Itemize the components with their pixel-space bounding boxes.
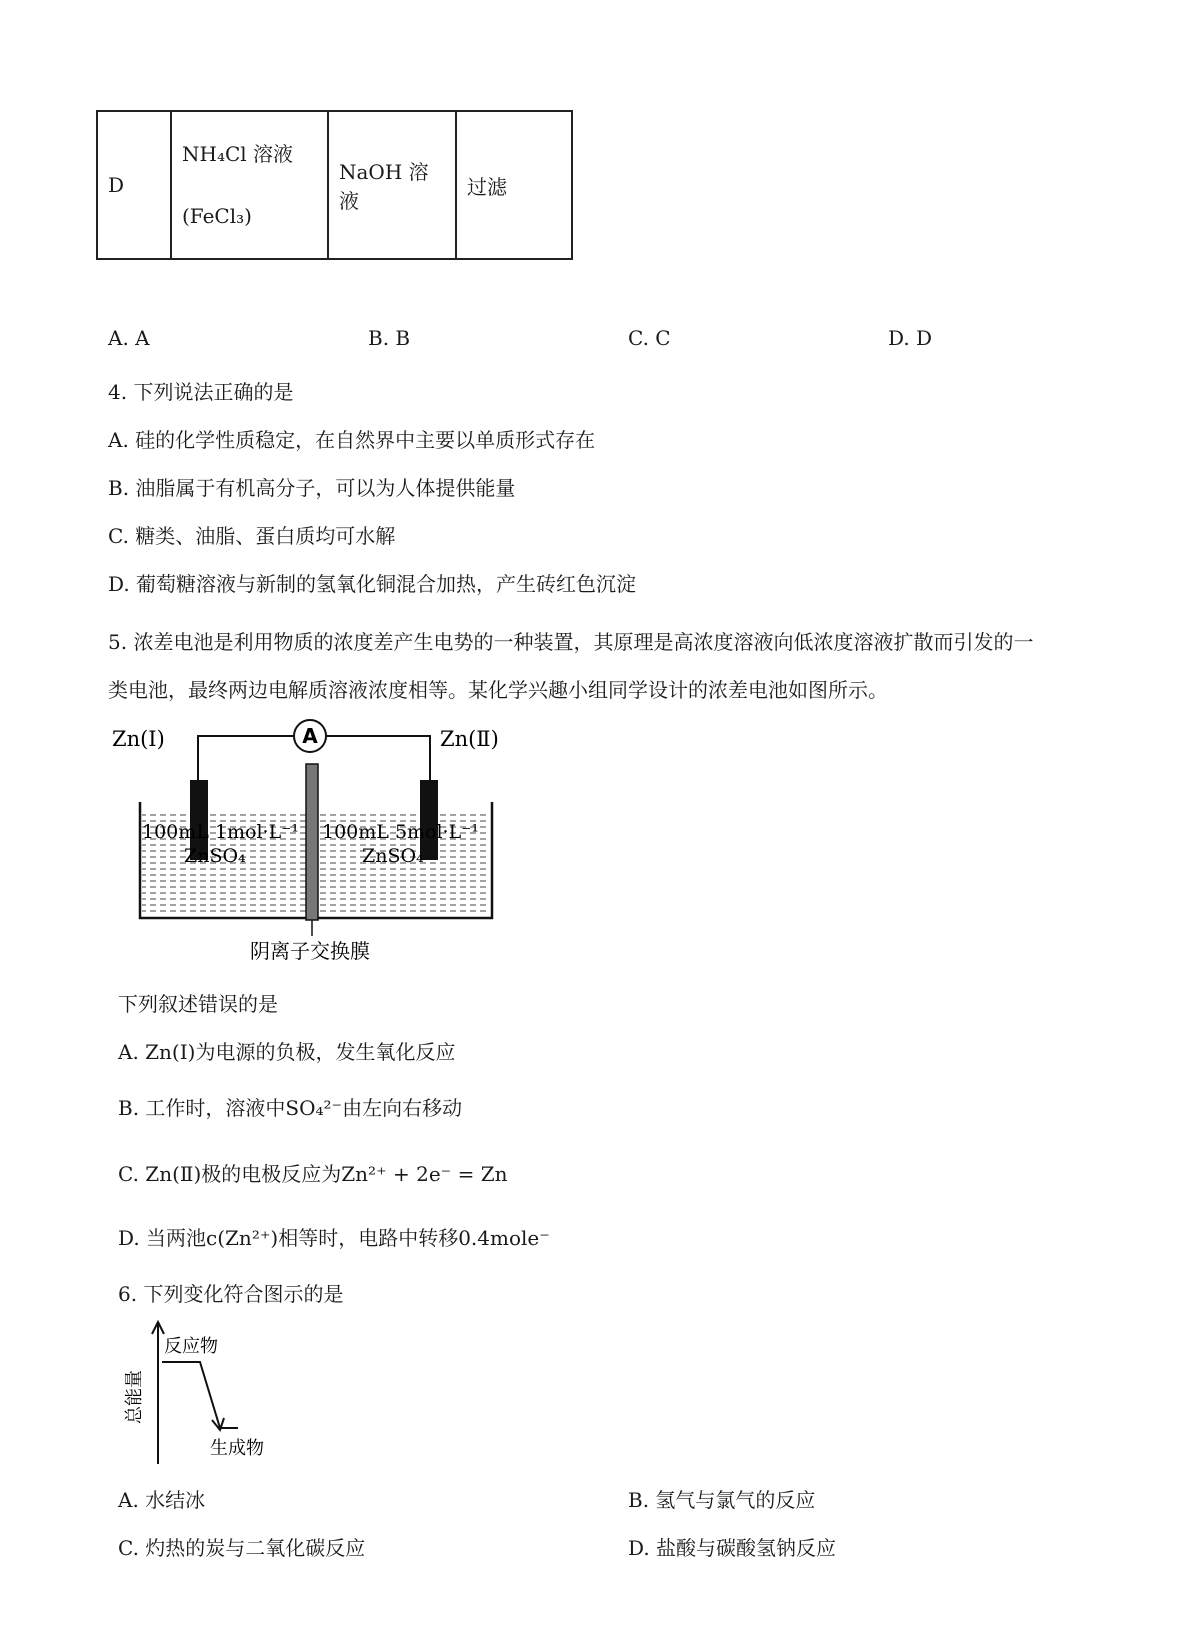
operation-cell: 过滤 (456, 111, 572, 259)
q3-option-a: A. A (108, 326, 150, 350)
q3-option-c: C. C (628, 326, 671, 350)
substance-cell (171, 111, 328, 259)
ammeter-label: A (302, 724, 318, 748)
energy-curve (162, 1362, 238, 1428)
left-solution-line2: ZnSO₄ (184, 845, 246, 867)
right-electrode-label: Zn(Ⅱ) (440, 727, 499, 751)
q5-option-b: B. 工作时，溶液中SO₄²⁻由左向右移动 (118, 1096, 463, 1120)
substance-line2: (FeCl₃) (182, 204, 252, 228)
reactant-label: 反应物 (164, 1336, 218, 1357)
q5-stem-line2: 类电池，最终两边电解质溶液浓度相等。某化学兴趣小组同学设计的浓差电池如图所示。 (108, 678, 888, 702)
reagent-cell: NaOH 溶液 (328, 111, 456, 259)
q6-option-b: B. 氢气与氯气的反应 (628, 1488, 816, 1512)
q6-option-a: A. 水结冰 (118, 1488, 206, 1512)
right-solution-line2: ZnSO₄ (362, 845, 424, 867)
membrane (306, 764, 318, 920)
product-label: 生成物 (210, 1438, 264, 1459)
left-solution-line1: 100mL 1mol·L⁻¹ (142, 821, 299, 843)
q4-option-b: B. 油脂属于有机高分子，可以为人体提供能量 (108, 476, 516, 500)
q6-option-c: C. 灼热的炭与二氧化碳反应 (118, 1536, 366, 1560)
q5-option-a: A. Zn(Ⅰ)为电源的负极，发生氧化反应 (118, 1040, 456, 1064)
q5-question: 下列叙述错误的是 (118, 992, 278, 1016)
wire-left (198, 736, 294, 814)
table-row (97, 111, 572, 259)
q3-option-b: B. B (368, 326, 411, 350)
substance-line1: NH₄Cl 溶液 (182, 142, 294, 166)
q4-option-d: D. 葡萄糖溶液与新制的氢氧化铜混合加热，产生砖红色沉淀 (108, 572, 637, 596)
membrane-label: 阴离子交换膜 (250, 939, 370, 963)
q4-option-a: A. 硅的化学性质稳定，在自然界中主要以单质形式存在 (108, 428, 596, 452)
q4-stem: 4. 下列说法正确的是 (108, 380, 294, 404)
q5-option-c: C. Zn(Ⅱ)极的电极反应为Zn²⁺ + 2e⁻ = Zn (118, 1162, 508, 1186)
q6-stem: 6. 下列变化符合图示的是 (118, 1282, 344, 1306)
q4-option-c: C. 糖类、油脂、蛋白质均可水解 (108, 524, 396, 548)
q3-option-d: D. D (888, 326, 933, 350)
right-solution-line1: 100mL 5mol·L⁻¹ (322, 821, 479, 843)
wire-right (326, 736, 430, 816)
q5-stem-line1: 5. 浓差电池是利用物质的浓度差产生电势的一种装置，其原理是高浓度溶液向低浓度溶液扩散而引发的一 (108, 630, 1034, 654)
q6-option-d: D. 盐酸与碳酸氢钠反应 (628, 1536, 837, 1560)
left-electrode-label: Zn(Ⅰ) (112, 727, 165, 751)
concentration-cell-diagram (100, 716, 520, 966)
row-label: D (97, 111, 171, 259)
energy-diagram (112, 1314, 312, 1474)
y-axis-label: 总能量 (124, 1370, 145, 1424)
q5-option-d: D. 当两池c(Zn²⁺)相等时，电路中转移0.4mole⁻ (118, 1226, 550, 1250)
answer-table (96, 110, 573, 260)
